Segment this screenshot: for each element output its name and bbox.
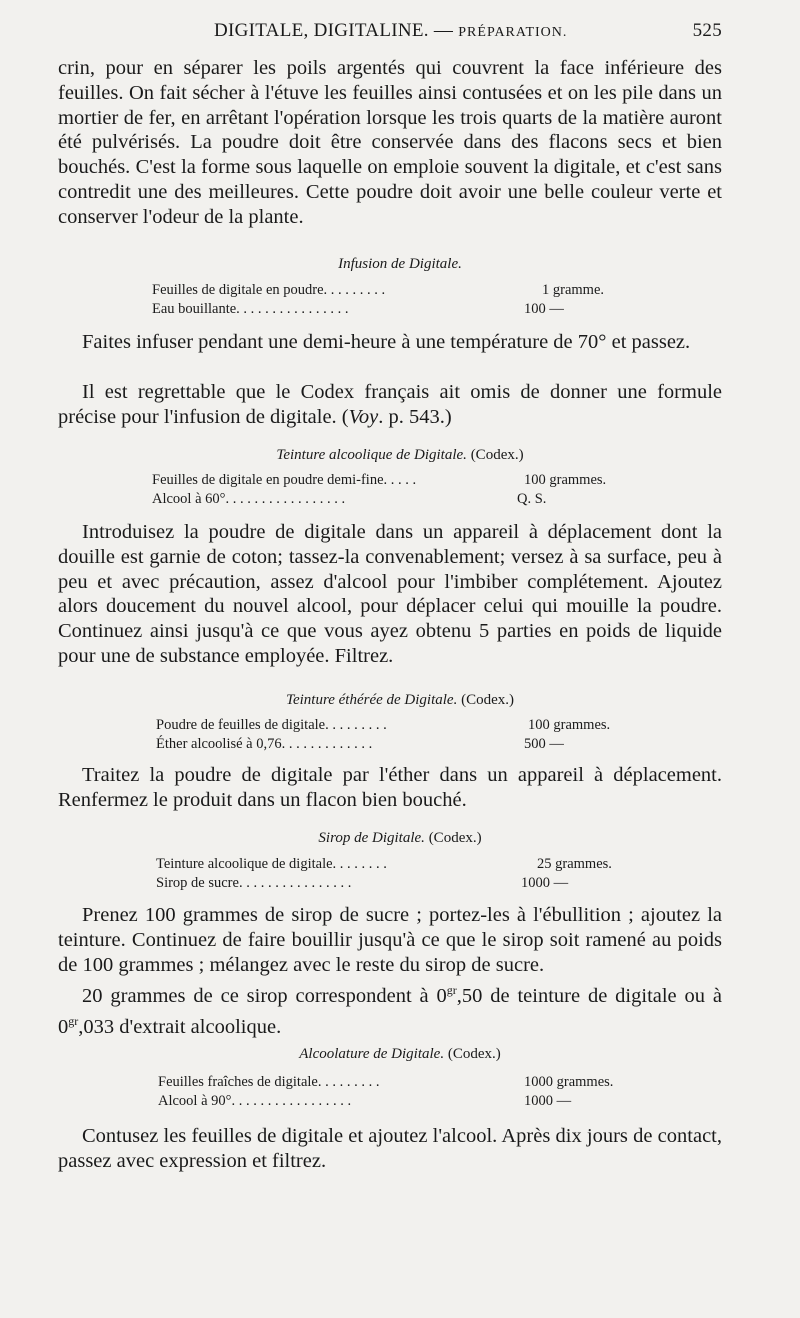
recipe-row [152,300,622,319]
recipe-teinture [152,471,632,509]
codex-note-page: . p. 543.) [378,405,452,428]
recipe-row [152,281,622,300]
recipe-row [152,471,632,490]
ingredient: Eau bouillante. . . . . . . . . . . . . . . . [152,301,349,317]
paragraph-alcoolature: Contusez les feuilles de digitale et ajoutez l'alcool. Après dix jours de contact, passez avec expression et filtrez. [58,1125,722,1172]
ingredient: Poudre de feuilles de digitale. . . . . . . . . [156,717,387,733]
recipe-source: (Codex.) [447,1046,501,1062]
recipe-title-text: Infusion de Digitale. [338,256,462,272]
paragraph-displacement: Introduisez la poudre de digitale dans un appareil à déplacement dont la douille est garnie de coton; tassez-la convenablement; versez à sa surface, peu à peu et avec précaution, assez d'alcool pour l'imbiber complétement. Ajoutez alors doucement du nouvel alcool, pour déplacer celui qui mouille la poudre. Continuez ainsi jusqu'à ce que vous ayez obtenu 5 parties en poids de liquide pour une de substance employée. Filtrez. [58,521,722,667]
ingredient: Feuilles fraîches de digitale. . . . . . . . . [158,1074,380,1090]
recipe-alcoolature [158,1073,638,1111]
amount: 25 grammes. [537,856,612,872]
recipe-source: (Codex.) [428,830,482,846]
recipe-row [156,735,626,754]
ingredient: Alcool à 90°. . . . . . . . . . . . . . . . . [158,1093,352,1109]
header-title [214,20,567,42]
recipe-title-ether [0,692,800,709]
amount: 100 grammes. [528,717,611,733]
amount: Q. S. [517,491,547,507]
dosage-text: 20 grammes de ce sirop correspondent à 0 [82,984,447,1007]
amount: 500 — [524,736,564,752]
paragraph-codex-note [58,380,722,430]
running-header [56,20,722,46]
dosage-text: ,033 d'extrait alcoolique. [78,1015,282,1038]
recipe-infusion [152,281,622,319]
recipe-source: (Codex.) [470,447,524,463]
ingredient: Éther alcoolisé à 0,76. . . . . . . . . . . . . [156,736,373,752]
amount: 1000 — [521,875,569,891]
recipe-title-text: Alcoolature de Digitale. [299,1046,445,1062]
ingredient: Feuilles de digitale en poudre demi-fine. . . . . [152,472,417,488]
paragraph-ether: Traitez la poudre de digitale par l'éther dans un appareil à déplacement. Renfermez le produit dans un flacon bien bouché. [58,764,722,811]
recipe-title-text: Teinture éthérée de Digitale. [285,692,458,708]
paragraph-sirop: Prenez 100 grammes de sirop de sucre ; portez-les à l'ébullition ; ajoutez la teinture. Continuez de faire bouillir jusqu'à ce que le sirop soit ramené au poids de 100 grammes ; mélangez avec le reste du sirop de sucre. [58,904,722,976]
amount: 1 gramme. [542,282,605,298]
recipe-source: (Codex.) [461,692,514,708]
ingredient: Feuilles de digitale en poudre. . . . . . . . . [152,282,386,298]
recipe-row [152,490,632,509]
header-title-text: DIGITALE, DIGITALINE. [214,20,429,41]
gram-abbrev: gr [68,1013,79,1028]
recipe-title-alcoolature [0,1046,800,1063]
amount: 100 — [524,301,564,317]
recipe-title-sirop [0,830,800,847]
recipe-row [158,1073,638,1092]
ingredient: Sirop de sucre. . . . . . . . . . . . . . . . [156,875,352,891]
recipe-row [156,716,626,735]
amount: 1000 grammes. [524,1074,614,1090]
ingredient: Alcool à 60°. . . . . . . . . . . . . . . . . [152,491,346,507]
ingredient: Teinture alcoolique de digitale. . . . . . . . [156,856,387,872]
recipe-title-text: Sirop de Digitale. [318,830,425,846]
header-section: PRÉPARATION. [458,25,568,40]
codex-note-ref: Voy [348,405,379,428]
recipe-row [158,1092,638,1111]
paragraph-infuse: Faites infuser pendant une demi-heure à une température de 70° et passez. [82,331,691,353]
amount: 100 grammes. [524,472,607,488]
recipe-ether [156,716,626,754]
amount: 1000 — [524,1093,572,1109]
page-number: 525 [692,20,722,41]
paragraph-dosage [58,978,722,1039]
recipe-sirop [156,855,636,893]
paragraph-powder: crin, pour en séparer les poils argentés qui couvrent la face inférieure des feuilles. On fait sécher à l'étuve les feuilles ainsi contusées et on les pile dans un mortier de fer, en arrêtant l'opération lorsque les trois quarts de la matière auront été pulvérisés. La poudre doit être conservée dans des flacons secs et bien bouchés. C'est la forme sous laquelle on emploie souvent la digitale, et c'est sans contredit une des meilleures. Cette poudre doit avoir une belle couleur verte et conserver l'odeur de la plante. [58,57,722,228]
gram-abbrev: gr [446,983,457,997]
dosage-text: ,50 de teinture de digitale ou à 0 [58,984,722,1038]
recipe-row [156,874,636,893]
recipe-title-teinture [0,447,800,464]
codex-note-text: Il est regrettable que le Codex français ait omis de donner une formule précise pour l'infusion de digitale. ( [58,381,722,428]
recipe-row [156,855,636,874]
header-dash: — [433,20,454,41]
recipe-title-text: Teinture alcoolique de Digitale. [276,447,467,463]
recipe-title-infusion [0,256,800,273]
